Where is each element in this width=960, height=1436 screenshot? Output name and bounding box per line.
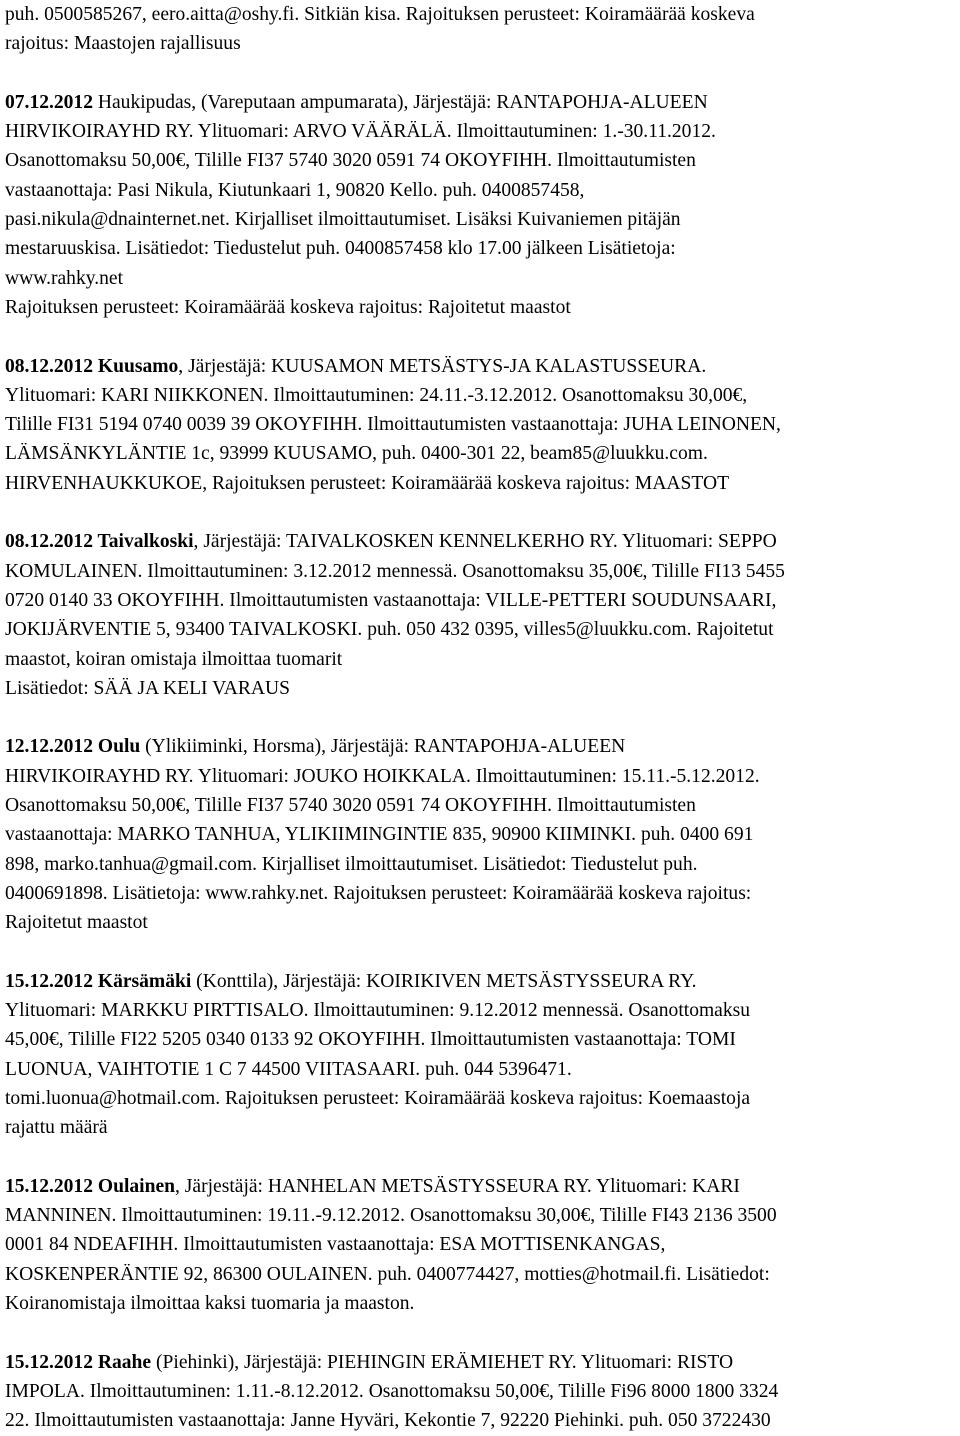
event-text: maastot, koiran omistaja ilmoittaa tuomarit <box>5 648 343 670</box>
event-heading-line <box>5 527 955 556</box>
event-text: KOSKENPERÄNTIE 92, 86300 OULAINEN. puh. 0400774427, motties@hotmail.fi. Lisätiedot: <box>5 1263 770 1285</box>
event-date-place: 15.12.2012 Oulainen <box>5 1175 176 1197</box>
text-line <box>5 996 955 1025</box>
text-line <box>5 1260 955 1289</box>
paragraph-spacer <box>5 59 957 88</box>
event-date-place: 08.12.2012 Kuusamo <box>5 355 179 377</box>
event-text: 898, marko.tanhua@gmail.com. Kirjalliset ilmoittautumiset. Lisätiedot: Tiedustelut puh. <box>5 853 698 875</box>
text-line <box>5 820 955 849</box>
text-line <box>5 1201 955 1230</box>
event-text: Tilille FI31 5194 0740 0039 39 OKOYFIHH. Ilmoittautumisten vastaanottaja: JUHA LEINONEN, <box>5 414 781 436</box>
text-line <box>5 439 955 468</box>
text-line <box>5 410 955 439</box>
text-line <box>5 176 955 205</box>
text-line <box>5 791 955 820</box>
event-text: Ylituomari: KARI NIIKKONEN. Ilmoittautuminen: 24.11.-3.12.2012. Osanottomaksu 30,00€, <box>5 384 748 406</box>
event-heading-line <box>5 352 955 381</box>
event-text: rajattu määrä <box>5 1117 108 1139</box>
event-entry <box>5 352 957 498</box>
event-text: HIRVIKOIRAYHD RY. Ylituomari: JOUKO HOIKKALA. Ilmoittautuminen: 15.11.-5.12.2012. <box>5 765 760 787</box>
event-text: www.rahky.net <box>5 267 124 289</box>
event-text: 0001 84 NDEAFIHH. Ilmoittautumisten vastaanottaja: ESA MOTTISENKANGAS, <box>5 1234 666 1256</box>
text-line <box>5 146 955 175</box>
text-line <box>5 1230 955 1259</box>
text-line <box>5 264 955 293</box>
event-entry <box>5 527 957 703</box>
paragraph-spacer <box>5 322 957 351</box>
event-heading-line <box>5 88 955 117</box>
document-page <box>5 0 957 1436</box>
event-text: KOMULAINEN. Ilmoittautuminen: 3.12.2012 mennessä. Osanottomaksu 35,00€, Tilille FI13 5455 <box>5 560 785 582</box>
text-line <box>5 879 955 908</box>
event-text: vastaanottaja: MARKO TANHUA, YLIKIIMINGINTIE 835, 90900 KIIMINKI. puh. 0400 691 <box>5 824 754 846</box>
event-text: 45,00€, Tilille FI22 5205 0340 0133 92 OKOYFIHH. Ilmoittautumisten vastaanottaja: TOMI <box>5 1029 736 1051</box>
text-line <box>5 205 955 234</box>
text-line <box>5 908 955 937</box>
text-line: rajoitus: Maastojen rajallisuus <box>5 33 241 55</box>
event-text: (Konttila), Järjestäjä: KOIRIKIVEN METSÄSTYSSEURA RY. <box>191 970 697 992</box>
event-text: Osanottomaksu 50,00€, Tilille FI37 5740 3020 0591 74 OKOYFIHH. Ilmoittautumisten <box>5 795 696 817</box>
event-text: HIRVIKOIRAYHD RY. Ylituomari: ARVO VÄÄRÄLÄ. Ilmoittautuminen: 1.-30.11.2012. <box>5 121 716 143</box>
event-text: 22. Ilmoittautumisten vastaanottaja: Janne Hyväri, Kekontie 7, 92220 Piehinki. puh. 050 3722430 <box>5 1410 771 1432</box>
event-text: HIRVENHAUKKUKOE, Rajoituksen perusteet: Koiramäärää koskeva rajoitus: MAASTOT <box>5 472 730 494</box>
event-heading-line <box>5 967 955 996</box>
text-line: puh. 0500585267, eero.aitta@oshy.fi. Sitkiän kisa. Rajoituksen perusteet: Koiramäärää koskeva <box>5 4 755 25</box>
event-text: , Järjestäjä: KUUSAMON METSÄSTYS-JA KALASTUSSEURA. <box>178 355 707 377</box>
text-line <box>5 674 955 703</box>
event-text: , Järjestäjä: TAIVALKOSKEN KENNELKERHO RY. Ylituomari: SEPPO <box>193 531 777 553</box>
event-text: Haukipudas, (Vareputaan ampumarata), Järjestäjä: RANTAPOHJA-ALUEEN <box>92 91 708 113</box>
event-date-place: 15.12.2012 Raahe <box>5 1351 152 1373</box>
text-line <box>5 1025 955 1054</box>
event-text: MANNINEN. Ilmoittautuminen: 19.11.-9.12.2012. Osanottomaksu 30,00€, Tilille FI43 2136 3500 <box>5 1205 777 1227</box>
event-text: vastaanottaja: Pasi Nikula, Kiutunkaari 1, 90820 Kello. puh. 0400857458, <box>5 179 585 201</box>
text-line <box>5 1055 955 1084</box>
event-heading-line <box>5 1172 955 1201</box>
event-text: Rajoitetut maastot <box>5 912 148 934</box>
event-text: Rajoituksen perusteet: Koiramäärää koskeva rajoitus: Rajoitetut maastot <box>5 296 571 318</box>
event-heading-line <box>5 732 955 761</box>
text-line <box>5 381 955 410</box>
event-text: pasi.nikula@dnainternet.net. Kirjalliset ilmoittautumiset. Lisäksi Kuivaniemen pitäjän <box>5 209 681 231</box>
event-text: Koiranomistaja ilmoittaa kaksi tuomaria ja maaston. <box>5 1293 415 1315</box>
event-date-place: 07.12.2012 <box>5 91 93 113</box>
paragraph-spacer <box>5 703 957 732</box>
event-entry <box>5 732 957 937</box>
paragraph-spacer <box>5 1318 957 1347</box>
event-date-place: 15.12.2012 Kärsämäki <box>5 970 192 992</box>
text-line <box>5 1289 955 1318</box>
event-text: , Järjestäjä: HANHELAN METSÄSTYSSEURA RY. Ylituomari: KARI <box>175 1175 740 1197</box>
paragraph-spacer <box>5 1143 957 1172</box>
text-line <box>5 293 955 322</box>
text-line <box>5 469 955 498</box>
text-line <box>5 850 955 879</box>
event-date-place: 08.12.2012 Taivalkoski <box>5 531 194 553</box>
event-text: IMPOLA. Ilmoittautuminen: 1.11.-8.12.2012. Osanottomaksu 50,00€, Tilille Fi96 8000 1800 3324 <box>5 1380 779 1402</box>
event-text: 0400691898. Lisätietoja: www.rahky.net. Rajoituksen perusteet: Koiramäärää koskeva rajoitus: <box>5 882 752 904</box>
event-text: Ylituomari: MARKKU PIRTTISALO. Ilmoittautuminen: 9.12.2012 mennessä. Osanottomaksu <box>5 1000 751 1022</box>
event-text: LUONUA, VAIHTOTIE 1 C 7 44500 VIITASAARI. puh. 044 5396471. <box>5 1058 572 1080</box>
paragraph-spacer <box>5 498 957 527</box>
paragraph-spacer <box>5 938 957 967</box>
text-line <box>5 762 955 791</box>
event-text: JOKIJÄRVENTIE 5, 93400 TAIVALKOSKI. puh. 050 432 0395, villes5@luukku.com. Rajoitetut <box>5 619 774 641</box>
event-date-place: 12.12.2012 Oulu <box>5 736 141 758</box>
event-entry <box>5 967 957 1143</box>
text-line <box>5 1084 955 1113</box>
event-text: 0720 0140 33 OKOYFIHH. Ilmoittautumisten vastaanottaja: VILLE-PETTERI SOUDUNSAARI, <box>5 589 777 611</box>
event-text: mestaruuskisa. Lisätiedot: Tiedustelut puh. 0400857458 klo 17.00 jälkeen Lisätietoja: <box>5 238 676 260</box>
event-text: Lisätiedot: SÄÄ JA KELI VARAUS <box>5 677 290 699</box>
text-line <box>5 1377 955 1406</box>
text-line <box>5 557 955 586</box>
text-line <box>5 615 955 644</box>
event-text: (Ylikiiminki, Horsma), Järjestäjä: RANTAPOHJA-ALUEEN <box>140 736 626 758</box>
event-entry <box>5 1172 957 1318</box>
text-line <box>5 117 955 146</box>
event-text: tomi.luonua@hotmail.com. Rajoituksen perusteet: Koiramäärää koskeva rajoitus: Koemaastoja <box>5 1087 751 1109</box>
event-heading-line <box>5 1348 955 1377</box>
event-list <box>5 59 957 1436</box>
text-line <box>5 586 955 615</box>
event-entry <box>5 88 957 322</box>
event-text: (Piehinki), Järjestäjä: PIEHINGIN ERÄMIEHET RY. Ylituomari: RISTO <box>151 1351 734 1373</box>
text-line <box>5 645 955 674</box>
text-line <box>5 1113 955 1142</box>
event-text: Osanottomaksu 50,00€, Tilille FI37 5740 3020 0591 74 OKOYFIHH. Ilmoittautumisten <box>5 150 696 172</box>
event-text: LÄMSÄNKYLÄNTIE 1c, 93999 KUUSAMO, puh. 0400-301 22, beam85@luukku.com. <box>5 443 708 465</box>
intro-block <box>5 0 957 59</box>
event-entry <box>5 1348 957 1436</box>
text-line <box>5 234 955 263</box>
text-line <box>5 1406 955 1435</box>
